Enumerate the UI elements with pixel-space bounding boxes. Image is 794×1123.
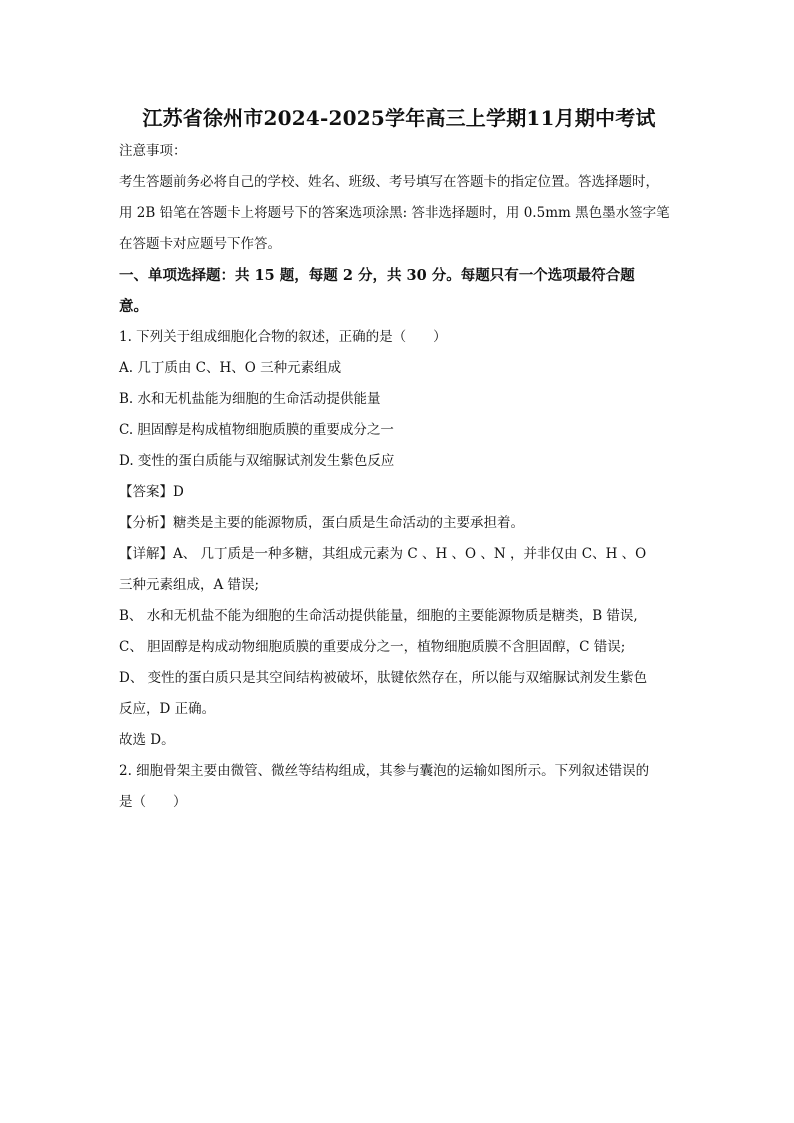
question-1-option-c: C. 胆固醇是构成植物细胞质膜的重要成分之一	[119, 422, 394, 438]
question-2-stem-line-2: 是（ ）	[119, 794, 187, 810]
question-2-stem-line-1: 2. 细胞骨架主要由微管、微丝等结构组成，其参与囊泡的运输如图所示。下列叙述错误的	[119, 763, 650, 779]
section-heading-line-2: 意。	[119, 298, 148, 315]
section-heading-line-1: 一、单项选择题：共 15 题，每题 2 分，共 30 分。每题只有一个选项最符合题	[119, 267, 635, 284]
question-1-detail-line-6: 反应，D 正确。	[119, 701, 216, 717]
question-1-detail-line-4: C、 胆固醇是构成动物细胞质膜的重要成分之一，植物细胞质膜不含胆固醇，C 错误;	[119, 639, 626, 655]
question-1-option-d: D. 变性的蛋白质能与双缩脲试剂发生紫色反应	[119, 453, 395, 469]
document-content	[119, 103, 679, 818]
question-1-stem: 1. 下列关于组成细胞化合物的叙述，正确的是（ ）	[119, 329, 447, 345]
question-1-answer: 【答案】D	[119, 484, 184, 500]
notice-line-2: 用 2B 铅笔在答题卡上将题号下的答案选项涂黑: 答非选择题时，用 0.5mm 黑色墨水签字笔	[119, 205, 670, 221]
question-1-detail-line-5: D、 变性的蛋白质只是其空间结构被破坏，肽键依然存在，所以能与双缩脲试剂发生紫色	[119, 670, 648, 686]
question-1-option-a: A. 几丁质由 C、H、O 三种元素组成	[119, 360, 342, 376]
notice-line-3: 在答题卡对应题号下作答。	[119, 236, 281, 252]
notice-line-1: 考生答题前务必将自己的学校、姓名、班级、考号填写在答题卡的指定位置。答选择题时，	[119, 174, 659, 190]
question-1-detail-line-3: B、 水和无机盐不能为细胞的生命活动提供能量，细胞的主要能源物质是糖类，B 错误,	[119, 608, 638, 624]
question-1-conclusion: 故选 D。	[119, 732, 175, 748]
page-title: 江苏省徐州市2024-2025学年高三上学期11月期中考试	[142, 106, 656, 130]
question-1-analysis: 【分析】糖类是主要的能源物质，蛋白质是生命活动的主要承担着。	[119, 515, 524, 531]
question-1-option-b: B. 水和无机盐能为细胞的生命活动提供能量	[119, 391, 381, 407]
question-1-detail-line-1: 【详解】A、 几丁质是一种多糖，其组成元素为 C 、H 、O 、N ，并非仅由 C、H 、O	[119, 546, 647, 562]
notice-heading: 注意事项：	[119, 143, 187, 159]
question-1-detail-line-2: 三种元素组成，A 错误;	[119, 577, 260, 593]
